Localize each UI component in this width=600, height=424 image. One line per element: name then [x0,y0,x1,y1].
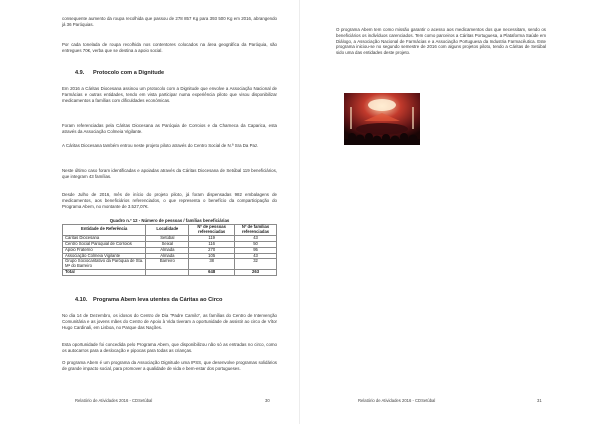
table-cell: Apoio Fraterno [63,247,146,253]
section-4-9-paragraph-5: Desde Julho de 2016, mês de início do projeto piloto, já foram dispensadas 982 embalagens de medicamentos, aos beneficiários referenciados, o que representa o benefício da comparticipação do Programa Abem, no montante de 3.527,07€. [62,192,277,209]
section-number: 4.9. [75,70,85,76]
table-row [63,259,277,270]
column-header: Nº de pessoas referenciadas [189,225,235,236]
footer-title-left: Relatório de Atividades 2016 - CDSetúbal [75,398,153,403]
table-cell: Grupo Sociocaritativo da Paróquia de Sta. Mª do Barreiro [63,259,146,270]
table-cell: Barreiro [146,259,189,270]
table-cell: 43 [235,253,277,259]
intro-paragraph-2: Por cada tonelada de roupa recolhida nos contentores colocados na área geográfica da Paróquia, são entregues 70€, verba que se destina a apoio social. [62,42,277,53]
table-cell: Centro Social Paroquial de Corroios [63,241,146,247]
section-4-10-paragraph-1: No dia 14 de Dezembro, os idosos do Centro de Dia "Padre Camilo", as famílias do Centro de Intervenção Comunitária e as jovens mães do Centro de Apoio à Vida tiveram a oportunidade de assistir ao circo de Vítor Hugo Cardinali, em Lisboa, no Parque das Nações. [62,313,277,330]
section-4-10-paragraph-2: Esta oportunidade foi concedida pelo Programa Abem, que disponibilizou não só as entradas no circo, como os autocarros para a deslocação e pipocas para todas as crianças. [62,342,277,353]
intro-paragraph-1: consequente aumento da roupa recolhida que passou de 278 857 Kg para 393 500 Kg em 2016, abrangendo já 36 Paróquias. [62,16,277,27]
table-cell: 32 [235,259,277,270]
section-4-10-heading [75,297,222,303]
column-header: Localidade [146,225,189,236]
column-header: Nº de famílias referenciadas [235,225,277,236]
table-cell: 270 [189,247,235,253]
photo-image [344,93,420,145]
section-4-9-paragraph-3: A Cáritas Diocesana também entrou neste projeto piloto através do Centro Social de N.ª Sra Da Paz. [62,143,259,148]
abem-mission-paragraph: O programa Abem tem como missão garantir o acesso aos medicamentos dos que necessitam, sendo os beneficiários os indivíduos carenciados. Tem como parceiros a Cáritas Portuguesa, a Plataforma Saúde em Diálogo, a Associação Nacional de Farmácias e a Associação Portuguesa da Industria Farmacêutica. Este programa iniciou-se no segundo semestre de 2016 com alguns projetos piloto, tendo a Cáritas de Setúbal sido uma das entidades deste projeto. [336,27,546,56]
footer-title-right: Relatório de Atividades 2016 - CDSetúbal [358,398,436,403]
section-4-9-heading [75,70,164,76]
section-number: 4.10. [75,297,88,303]
table-cell: 95 [235,247,277,253]
table-cell: 116 [189,241,235,247]
table-cell: 263 [235,270,277,276]
table-cell [146,270,189,276]
table-cell: 648 [189,270,235,276]
section-4-10-paragraph-3: O programa Abem é um programa da Associação Dignitude uma IPSS, que desenvolve programas solidários de grande impacto social, para promover a qualidade de vida e bem-estar dos portugueses. [62,360,277,371]
table-cell: Total [63,270,146,276]
page-number-left: 30 [265,398,270,403]
table-cell: Almada [146,247,189,253]
table-cell: Setúbal [146,235,189,241]
table-header-row [63,225,277,236]
table-total-row [63,270,277,276]
table-cell: 105 [189,253,235,259]
right-page [300,0,600,424]
table-cell: Almada [146,253,189,259]
table-cell: 50 [235,241,277,247]
page-gutter [299,0,300,424]
table-cell: 119 [189,235,235,241]
table-cell: Associação Colmeia Vigilante [63,253,146,259]
table-cell: 43 [235,235,277,241]
section-title: Programa Abem leva utentes da Cáritas ao Circo [93,297,223,303]
table-cell: 38 [189,259,235,270]
section-4-9-paragraph-2: Foram referenciadas pela Cáritas Diocesana as Paróquia de Corroios e da Charneca da Caparica, esta através da Associação Colmeia Vigilante. [62,123,277,134]
section-4-9-paragraph-4: Neste último caso foram identificadas e apoiadas através da Cáritas Diocesana de Setúbal 119 beneficiários, que integram 43 famílias. [62,168,277,179]
beneficiaries-table [62,224,277,276]
column-header: Entidade de Referência [63,225,146,236]
page-number-right: 31 [537,398,542,403]
circus-event-photo [344,93,420,145]
table-cell: Seixal [146,241,189,247]
section-title: Protocolo com a Dignitude [93,70,165,76]
table-caption: Quadro n.º 12 - Número de pessoas / famílias beneficiárias [109,218,230,223]
section-4-9-paragraph-1: Em 2016 a Cáritas Diocesana assinou um protocolo com a Dignitude que envolve a Associação Nacional de Farmácias e outras entidades, tendo em vista participar numa experiência piloto que visou disponibilizar medicamentos a famílias com dificuldades económicas. [62,86,277,103]
table-cell: Cáritas Diocesana [63,235,146,241]
